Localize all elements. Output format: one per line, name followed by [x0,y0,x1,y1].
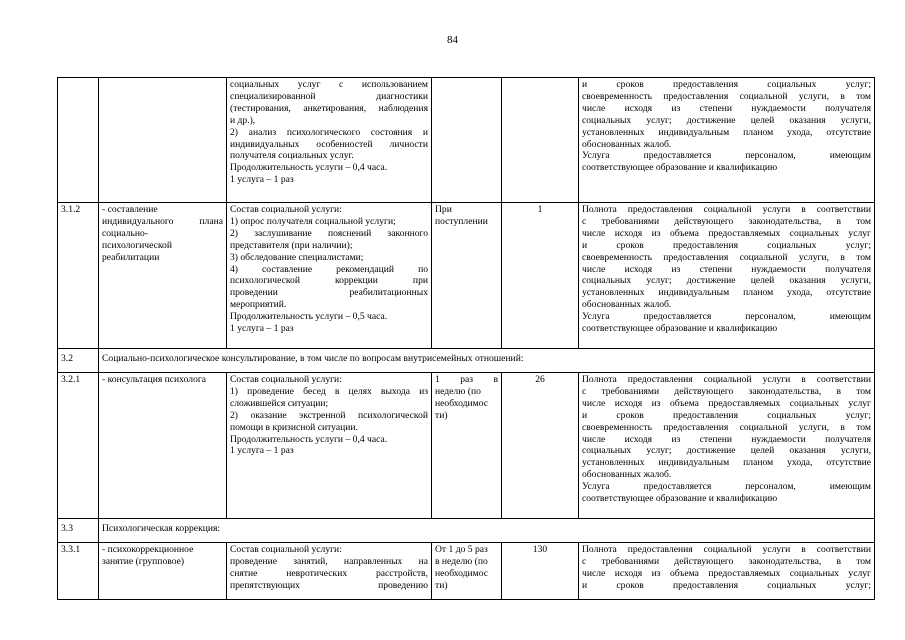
cell-line: с требованиями действующего законодательства, в том [582,215,871,227]
cell-line: представителя (при наличии); [230,239,353,251]
service-norm: 1 [502,203,579,349]
cell-line: 3) обследование специалистами; [230,251,364,263]
cell-line: ти) [435,579,448,591]
cell-line: 1 услуга – 1 раз [230,174,294,186]
cell-line: социальных услуг; достижение целей оказания услуги, [582,445,871,457]
cell-line: Полнота предоставления социальной услуги в соответствии [582,544,871,555]
cell-line: обоснованных жалоб. [582,299,672,311]
cell-line: реабилитации [102,251,160,263]
cell-line: Услуга предоставляется персоналом, имеющим [582,481,871,493]
cell-line: психологической [102,239,172,251]
cell-line: 1) проведение бесед в целях выхода из [230,385,428,397]
cell-line: Полнота предоставления социальной услуги в соответствии [582,204,871,215]
cell-line: своевременность предоставления социальной услуги, в том [582,251,871,263]
cell-line: - консультация психолога [102,374,207,385]
cell-line: Состав социальной услуги: [230,544,342,555]
cell-line: и сроков предоставления социальных услуг; [582,239,871,251]
row-number: 3.3 [58,519,99,543]
services-table [57,77,875,600]
table-row [58,78,875,203]
cell-line: своевременность предоставления социальной услуги, в том [582,90,871,102]
cell-line: установленных индивидуальным планом ухода, отсутствие [582,126,871,138]
row-number: 3.2 [58,349,99,373]
cell-line: помощи в кризисной ситуации. [230,421,358,433]
page-number: 84 [447,34,458,46]
cell-line: - психокоррекционное [102,544,194,555]
cell-line: в неделю (по [435,555,488,567]
cell-line: проведение занятий, направленных на [230,555,428,567]
quality-indicators [579,203,875,349]
cell-line: психологической коррекции при [230,275,428,287]
cell-line: установленных индивидуальным планом ухода, отсутствие [582,457,871,469]
service-name [99,203,227,349]
cell-line: 1 услуга – 1 раз [230,445,294,457]
cell-line: числе исходя из степени нуждаемости получателя [582,263,871,275]
cell-line: 1 услуга – 1 раз [230,323,294,335]
cell-line: 4) составление рекомендаций по [230,263,428,275]
cell-line: установленных индивидуальным планом ухода, отсутствие [582,287,871,299]
cell-line: и сроков предоставления социальных услуг; [582,79,871,90]
cell-line: Продолжительность услуги – 0,5 часа. [230,311,388,323]
cell-line: неделю (по [435,385,481,397]
cell-line: При [435,204,452,215]
cell-line: Полнота предоставления социальной услуги в соответствии [582,374,871,385]
cell-line: числе исходя из объема предоставляемых социальных услуг [582,227,871,239]
cell-line: и др.), [230,114,256,126]
cell-line: Услуга предоставляется персоналом, имеющим [582,311,871,323]
cell-line: числе исходя из степени нуждаемости получателя [582,102,871,114]
service-content [227,203,432,349]
section-title: Социально-психологическое консультирование, в том числе по вопросам внутрисемейных отношений: [99,349,875,373]
cell-line: числе исходя из степени нуждаемости получателя [582,433,871,445]
section-row [58,519,875,543]
table-row [58,203,875,349]
cell-line: поступлении [435,215,488,227]
quality-indicators [579,78,875,203]
cell-line: От 1 до 5 раз [435,544,488,555]
cell-line: с требованиями действующего законодательства, в том [582,385,871,397]
service-content [227,78,432,203]
service-name [99,543,227,600]
cell-line: 2) анализ психологического состояния и [230,126,428,138]
cell-line: социальных услуг; достижение целей оказания услуги, [582,114,871,126]
row-number: 3.2.1 [58,373,99,519]
cell-line: (тестирования, анкетирования, наблюдения [230,102,428,114]
section-title: Психологическая коррекция: [99,519,875,543]
cell-line: снятие невротических расстройств, [230,567,428,579]
cell-line: проведении реабилитационных [230,287,428,299]
service-name [99,373,227,519]
cell-line: соответствующее образование и квалификацию [582,323,778,335]
table-row [58,543,875,600]
cell-line: Продолжительность услуги – 0,4 часа. [230,433,388,445]
cell-line: соответствующее образование и квалификацию [582,493,778,505]
cell-line: 1) опрос получателя социальной услуги; [230,215,396,227]
section-row [58,349,875,373]
cell-line: - составление [102,204,158,215]
cell-line: с требованиями действующего законодательства, в том [582,555,871,567]
cell-line: соответствующее образование и квалификацию [582,162,778,174]
cell-line: социальных услуг; достижение целей оказания услуги, [582,275,871,287]
cell-line: обоснованных жалоб. [582,138,672,150]
cell-line: 2) заслушивание пояснений законного [230,227,428,239]
service-norm: 26 [502,373,579,519]
cell-line: занятие (групповое) [102,555,185,567]
service-term [432,78,502,203]
service-content [227,543,432,600]
service-name [99,78,227,203]
cell-line: Состав социальной услуги: [230,374,342,385]
quality-indicators [579,373,875,519]
cell-line: и сроков предоставления социальных услуг; [582,579,871,591]
service-norm: 130 [502,543,579,600]
cell-line: числе исходя из объема предоставляемых социальных услуг [582,397,871,409]
row-number: 3.1.2 [58,203,99,349]
cell-line: социальных услуг с использованием [230,79,428,90]
cell-line: получателя социальных услуг. [230,150,354,162]
cell-line: 2) оказание экстренной психологической [230,409,428,421]
service-content [227,373,432,519]
cell-line: своевременность предоставления социальной услуги, в том [582,421,871,433]
cell-line: препятствующих проведению [230,579,428,591]
cell-line: 1 раз в [435,374,498,385]
cell-line: числе исходя из объема предоставляемых социальных услуг [582,567,871,579]
service-term [432,543,502,600]
cell-line: социально- [102,227,148,239]
cell-line: сложившейся ситуации; [230,397,329,409]
row-number: 3.3.1 [58,543,99,600]
cell-line: и сроков предоставления социальных услуг; [582,409,871,421]
table-row [58,373,875,519]
cell-line: Услуга предоставляется персоналом, имеющим [582,150,871,162]
cell-line: Продолжительность услуги – 0,4 часа. [230,162,388,174]
services-table-body [58,78,875,600]
service-term [432,203,502,349]
cell-line: индивидуальных особенностей личности [230,138,428,150]
cell-line: индивидуального плана [102,215,223,227]
cell-line: необходимос [435,567,489,579]
cell-line: Состав социальной услуги: [230,204,342,215]
row-number [58,78,99,203]
quality-indicators [579,543,875,600]
cell-line: обоснованных жалоб. [582,469,672,481]
service-norm [502,78,579,203]
cell-line: ти) [435,409,448,421]
cell-line: необходимос [435,397,489,409]
cell-line: специализированной диагностики [230,90,428,102]
cell-line: мероприятий. [230,299,287,311]
service-term [432,373,502,519]
